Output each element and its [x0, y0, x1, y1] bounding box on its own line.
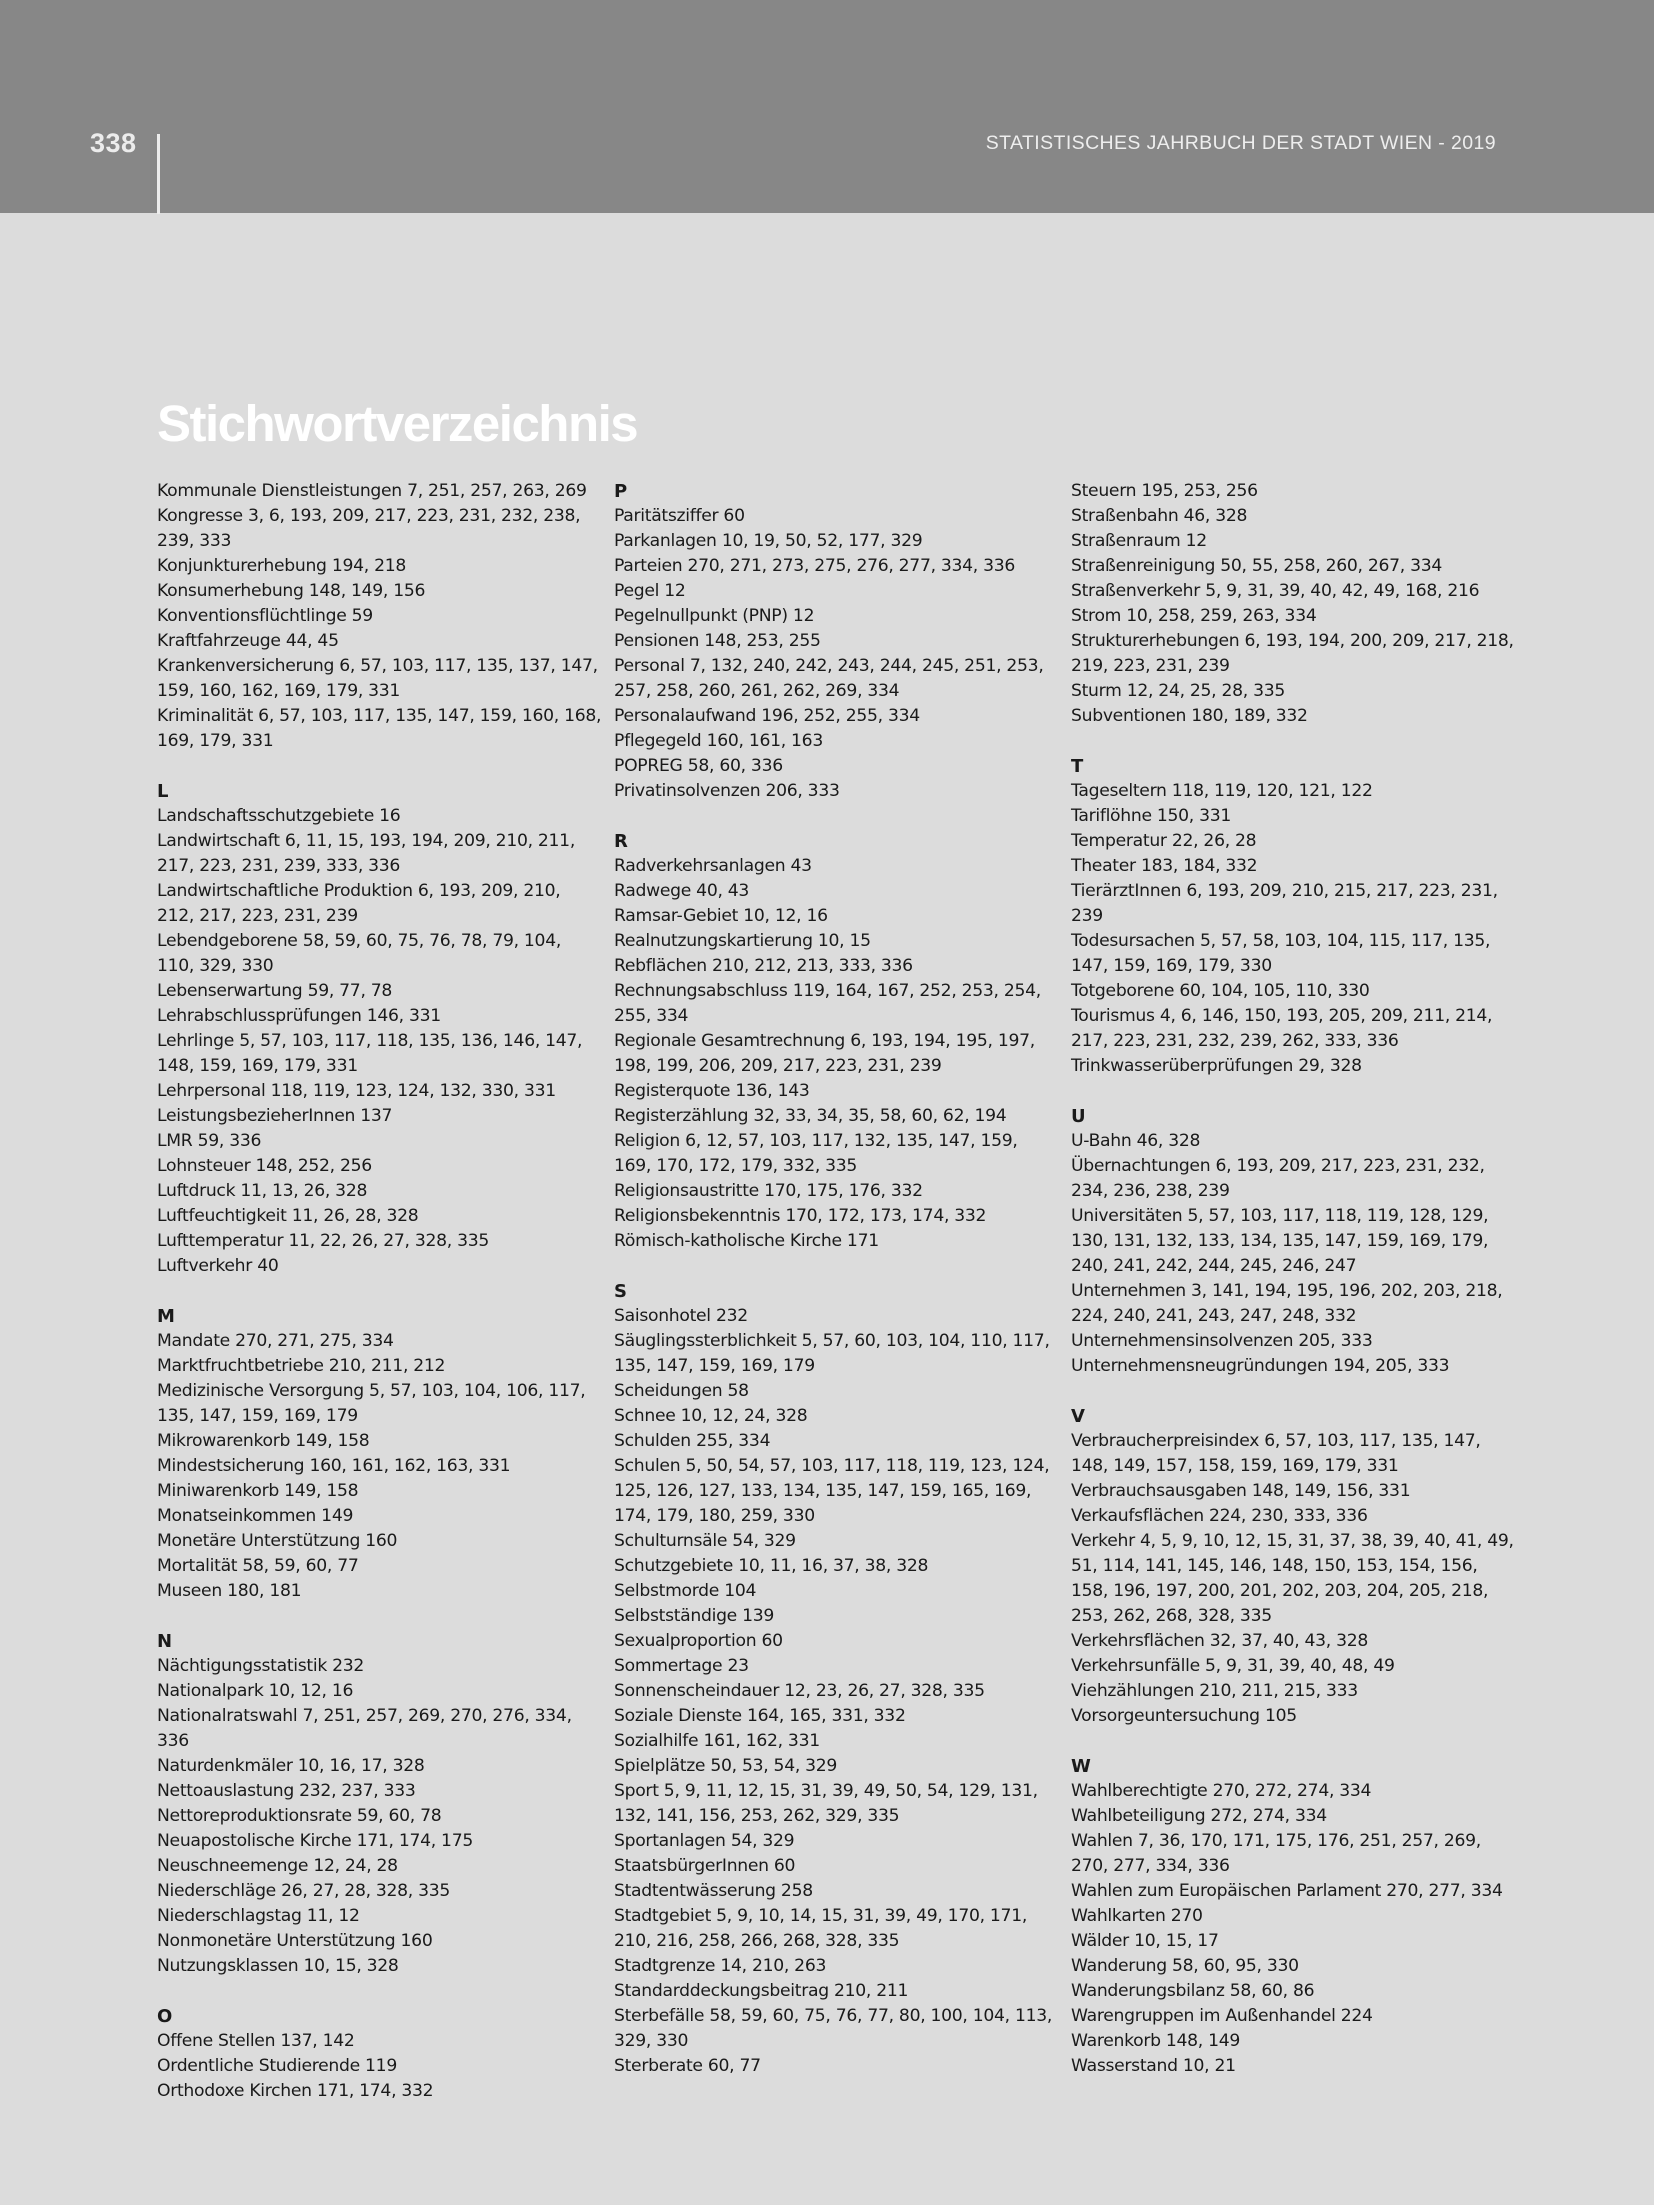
index-entry: Mortalität 58, 59, 60, 77: [157, 1556, 359, 1576]
letter-heading: P: [614, 481, 628, 502]
index-entry: Pensionen 148, 253, 255: [614, 631, 821, 651]
index-entry: Sommertage 23: [614, 1656, 749, 1676]
index-entry: Monatseinkommen 149: [157, 1506, 354, 1526]
index-entry: Sexualproportion 60: [614, 1631, 783, 1651]
section-spacer: [614, 1254, 1059, 1279]
index-entry: Nationalratswahl 7, 251, 257, 269, 270, 276, 334, 336: [157, 1706, 572, 1751]
index-entry: Todesursachen 5, 57, 58, 103, 104, 115, 117, 135, 147, 159, 169, 179, 330: [1071, 931, 1491, 976]
index-entry: Rechnungsabschluss 119, 164, 167, 252, 253, 254, 255, 334: [614, 981, 1041, 1026]
index-entry: Tageseltern 118, 119, 120, 121, 122: [1071, 781, 1373, 801]
index-entry: Miniwarenkorb 149, 158: [157, 1481, 359, 1501]
letter-heading: M: [157, 1306, 175, 1327]
index-entry: Wahlkarten 270: [1071, 1906, 1203, 1926]
index-entry: Radverkehrsanlagen 43: [614, 856, 812, 876]
index-entry: Steuern 195, 253, 256: [1071, 481, 1258, 501]
index-entry: Landwirtschaftliche Produktion 6, 193, 209, 210, 212, 217, 223, 231, 239: [157, 881, 561, 926]
index-entry: U-Bahn 46, 328: [1071, 1131, 1201, 1151]
index-entry: Wahlen zum Europäischen Parlament 270, 277, 334: [1071, 1881, 1503, 1901]
index-entry: Lehrabschlussprüfungen 146, 331: [157, 1006, 441, 1026]
letter-heading: U: [1071, 1106, 1086, 1127]
index-entry: Temperatur 22, 26, 28: [1071, 831, 1257, 851]
section-spacer: [157, 754, 602, 779]
index-entry: Neuapostolische Kirche 171, 174, 175: [157, 1831, 473, 1851]
index-entry: Trinkwasserüberprüfungen 29, 328: [1071, 1056, 1362, 1076]
index-entry: Mandate 270, 271, 275, 334: [157, 1331, 394, 1351]
index-entry: Privatinsolvenzen 206, 333: [614, 781, 840, 801]
index-entry: Subventionen 180, 189, 332: [1071, 706, 1308, 726]
index-entry: Religion 6, 12, 57, 103, 117, 132, 135, 147, 159, 169, 170, 172, 179, 332, 335: [614, 1131, 1018, 1176]
index-entry: Landschaftsschutzgebiete 16: [157, 806, 401, 826]
index-entry: Stadtentwässerung 258: [614, 1881, 813, 1901]
index-entry: Schulturnsäle 54, 329: [614, 1531, 796, 1551]
book-title: STATISTISCHES JAHRBUCH DER STADT WIEN - 2019: [985, 132, 1496, 154]
index-entry: Wahlen 7, 36, 170, 171, 175, 176, 251, 257, 269, 270, 277, 334, 336: [1071, 1831, 1481, 1876]
index-entry: Personalaufwand 196, 252, 255, 334: [614, 706, 920, 726]
page-number: 338: [90, 128, 137, 158]
index-entry: Verbraucherpreisindex 6, 57, 103, 117, 135, 147, 148, 149, 157, 158, 159, 169, 179, 331: [1071, 1431, 1481, 1476]
index-entry: Konsumerhebung 148, 149, 156: [157, 581, 426, 601]
section-spacer: [1071, 1729, 1516, 1754]
section-spacer: [1071, 1079, 1516, 1104]
index-entry: Naturdenkmäler 10, 16, 17, 328: [157, 1756, 425, 1776]
index-entry: Wälder 10, 15, 17: [1071, 1931, 1219, 1951]
index-entry: Sportanlagen 54, 329: [614, 1831, 795, 1851]
index-entry: Theater 183, 184, 332: [1071, 856, 1258, 876]
index-entry: Nationalpark 10, 12, 16: [157, 1681, 354, 1701]
letter-heading: L: [157, 781, 169, 802]
index-entry: Wanderungsbilanz 58, 60, 86: [1071, 1981, 1315, 2001]
index-entry: Mikrowarenkorb 149, 158: [157, 1431, 370, 1451]
index-entry: Ordentliche Studierende 119: [157, 2056, 397, 2076]
index-entry: Wahlberechtigte 270, 272, 274, 334: [1071, 1781, 1372, 1801]
index-entry: Lehrlinge 5, 57, 103, 117, 118, 135, 136, 146, 147, 148, 159, 169, 179, 331: [157, 1031, 583, 1076]
index-entry: Pegel 12: [614, 581, 686, 601]
index-entry: Monetäre Unterstützung 160: [157, 1531, 398, 1551]
index-entry: Luftverkehr 40: [157, 1256, 279, 1276]
index-entry: Wahlbeteiligung 272, 274, 334: [1071, 1806, 1327, 1826]
letter-heading: V: [1071, 1406, 1085, 1427]
index-entry: Personal 7, 132, 240, 242, 243, 244, 245, 251, 253, 257, 258, 260, 261, 262, 269, 334: [614, 656, 1044, 701]
index-entry: Registerzählung 32, 33, 34, 35, 58, 60, 62, 194: [614, 1106, 1007, 1126]
index-entry: Parteien 270, 271, 273, 275, 276, 277, 334, 336: [614, 556, 1016, 576]
page-header: [0, 0, 1654, 213]
index-entry: Straßenraum 12: [1071, 531, 1207, 551]
index-entry: Strukturerhebungen 6, 193, 194, 200, 209, 217, 218, 219, 223, 231, 239: [1071, 631, 1514, 676]
index-entry: Konjunkturerhebung 194, 218: [157, 556, 406, 576]
index-entry: Vorsorgeuntersuchung 105: [1071, 1706, 1297, 1726]
index-entry: Sterbefälle 58, 59, 60, 75, 76, 77, 80, 100, 104, 113, 329, 330: [614, 2006, 1053, 2051]
index-entry: Strom 10, 258, 259, 263, 334: [1071, 606, 1317, 626]
index-entry: TierärztInnen 6, 193, 209, 210, 215, 217, 223, 231, 239: [1071, 881, 1498, 926]
index-entry: Realnutzungskartierung 10, 15: [614, 931, 871, 951]
index-entry: Übernachtungen 6, 193, 209, 217, 223, 231, 232, 234, 236, 238, 239: [1071, 1156, 1485, 1201]
index-entry: Schulden 255, 334: [614, 1431, 771, 1451]
index-entry: Neuschneemenge 12, 24, 28: [157, 1856, 398, 1876]
index-entry: Sturm 12, 24, 25, 28, 335: [1071, 681, 1286, 701]
letter-heading: T: [1071, 756, 1084, 777]
index-entry: Mindestsicherung 160, 161, 162, 163, 331: [157, 1456, 511, 1476]
index-entry: Verkehr 4, 5, 9, 10, 12, 15, 31, 37, 38, 39, 40, 41, 49, 51, 114, 141, 145, 146, 148, 150, 153, 154, 156, 158, 196, 197, 200, 201, 202, 203, 204, 205, 218, 253, 262, 268, 328, 335: [1071, 1531, 1514, 1626]
index-entry: Tourismus 4, 6, 146, 150, 193, 205, 209, 211, 214, 217, 223, 231, 232, 239, 262, 333, 336: [1071, 1006, 1493, 1051]
index-entry: Stadtgebiet 5, 9, 10, 14, 15, 31, 39, 49, 170, 171, 210, 216, 258, 266, 268, 328, 335: [614, 1906, 1027, 1951]
index-entry: Spielplätze 50, 53, 54, 329: [614, 1756, 838, 1776]
index-entry: Radwege 40, 43: [614, 881, 750, 901]
index-entry: Kraftfahrzeuge 44, 45: [157, 631, 339, 651]
index-entry: Sport 5, 9, 11, 12, 15, 31, 39, 49, 50, 54, 129, 131, 132, 141, 156, 253, 262, 329, 335: [614, 1781, 1038, 1826]
index-entry: Unternehmen 3, 141, 194, 195, 196, 202, 203, 218, 224, 240, 241, 243, 247, 248, 332: [1071, 1281, 1503, 1326]
index-entry: LMR 59, 336: [157, 1131, 262, 1151]
page-title: Stichwortverzeichnis: [157, 395, 638, 452]
index-entry: Schutzgebiete 10, 11, 16, 37, 38, 328: [614, 1556, 929, 1576]
index-entry: Scheidungen 58: [614, 1381, 749, 1401]
index-entry: Schulen 5, 50, 54, 57, 103, 117, 118, 119, 123, 124, 125, 126, 127, 133, 134, 135, 147, 159, 165, 169, 174, 179, 180, 259, 330: [614, 1456, 1050, 1526]
letter-heading: R: [614, 831, 628, 852]
index-entry: Verkehrsunfälle 5, 9, 31, 39, 40, 48, 49: [1071, 1656, 1395, 1676]
index-entry: Parkanlagen 10, 19, 50, 52, 177, 329: [614, 531, 923, 551]
letter-heading: O: [157, 2006, 173, 2027]
letter-heading: W: [1071, 1756, 1091, 1777]
index-entry: Niederschläge 26, 27, 28, 328, 335: [157, 1881, 451, 1901]
section-spacer: [1071, 1379, 1516, 1404]
index-entry: Selbstmorde 104: [614, 1581, 757, 1601]
index-entry: Luftfeuchtigkeit 11, 26, 28, 328: [157, 1206, 419, 1226]
index-entry: Nonmonetäre Unterstützung 160: [157, 1931, 433, 1951]
index-entry: Schnee 10, 12, 24, 328: [614, 1406, 808, 1426]
index-entry: Museen 180, 181: [157, 1581, 302, 1601]
index-entry: Regionale Gesamtrechnung 6, 193, 194, 195, 197, 198, 199, 206, 209, 217, 223, 231, 239: [614, 1031, 1035, 1076]
index-entry: Lufttemperatur 11, 22, 26, 27, 328, 335: [157, 1231, 489, 1251]
index-entry: Standarddeckungsbeitrag 210, 211: [614, 1981, 909, 2001]
index-entry: Totgeborene 60, 104, 105, 110, 330: [1071, 981, 1370, 1001]
index-entry: Paritätsziffer 60: [614, 506, 745, 526]
index-entry: Straßenreinigung 50, 55, 258, 260, 267, 334: [1071, 556, 1443, 576]
index-entry: Pflegegeld 160, 161, 163: [614, 731, 823, 751]
index-entry: Kriminalität 6, 57, 103, 117, 135, 147, 159, 160, 168, 169, 179, 331: [157, 706, 602, 751]
index-entry: Nutzungsklassen 10, 15, 328: [157, 1956, 399, 1976]
index-entry: Marktfruchtbetriebe 210, 211, 212: [157, 1356, 446, 1376]
section-spacer: [157, 1604, 602, 1629]
index-entry: Lebenserwartung 59, 77, 78: [157, 981, 393, 1001]
index-entry: Krankenversicherung 6, 57, 103, 117, 135, 137, 147, 159, 160, 162, 169, 179, 331: [157, 656, 598, 701]
index-entry: Rebflächen 210, 212, 213, 333, 336: [614, 956, 913, 976]
index-entry: Saisonhotel 232: [614, 1306, 748, 1326]
index-entry: Kommunale Dienstleistungen 7, 251, 257, 263, 269: [157, 481, 587, 501]
index-entry: Nächtigungsstatistik 232: [157, 1656, 365, 1676]
index-entry: Warenkorb 148, 149: [1071, 2031, 1241, 2051]
index-entry: Viehzählungen 210, 211, 215, 333: [1071, 1681, 1358, 1701]
index-entry: Pegelnullpunkt (PNP) 12: [614, 606, 815, 626]
index-entry: POPREG 58, 60, 336: [614, 756, 783, 776]
letter-heading: N: [157, 1631, 173, 1652]
index-entry: Unternehmensinsolvenzen 205, 333: [1071, 1331, 1373, 1351]
index-entry: Tariflöhne 150, 331: [1071, 806, 1232, 826]
index-entry: Verkehrsflächen 32, 37, 40, 43, 328: [1071, 1631, 1369, 1651]
index-entry: Römisch-katholische Kirche 171: [614, 1231, 879, 1251]
section-spacer: [157, 1279, 602, 1304]
index-entry: Selbstständige 139: [614, 1606, 775, 1626]
index-entry: Straßenverkehr 5, 9, 31, 39, 40, 42, 49, 168, 216: [1071, 581, 1480, 601]
index-entry: Verkaufsflächen 224, 230, 333, 336: [1071, 1506, 1368, 1526]
header-divider: [157, 134, 160, 214]
index-entry: Offene Stellen 137, 142: [157, 2031, 355, 2051]
index-entry: Lehrpersonal 118, 119, 123, 124, 132, 330, 331: [157, 1081, 556, 1101]
index-entry: Landwirtschaft 6, 11, 15, 193, 194, 209, 210, 211, 217, 223, 231, 239, 333, 336: [157, 831, 575, 876]
index-entry: Universitäten 5, 57, 103, 117, 118, 119, 128, 129, 130, 131, 132, 133, 134, 135, 147, 159, 169, 179, 240, 241, 242, 244, 245, 246, 247: [1071, 1206, 1489, 1276]
index-entry: Medizinische Versorgung 5, 57, 103, 104, 106, 117, 135, 147, 159, 169, 179: [157, 1381, 586, 1426]
index-entry: StaatsbürgerInnen 60: [614, 1856, 796, 1876]
index-entry: Säuglingssterblichkeit 5, 57, 60, 103, 104, 110, 117, 135, 147, 159, 169, 179: [614, 1331, 1050, 1376]
index-entry: Niederschlagstag 11, 12: [157, 1906, 360, 1926]
index-entry: LeistungsbezieherInnen 137: [157, 1106, 393, 1126]
index-entry: Religionsbekenntnis 170, 172, 173, 174, 332: [614, 1206, 987, 1226]
index-column-3: [1071, 479, 1516, 2079]
index-entry: Soziale Dienste 164, 165, 331, 332: [614, 1706, 906, 1726]
index-entry: Nettoreproduktionsrate 59, 60, 78: [157, 1806, 442, 1826]
index-column-1: [157, 479, 602, 2104]
section-spacer: [614, 804, 1059, 829]
index-entry: Lohnsteuer 148, 252, 256: [157, 1156, 372, 1176]
index-entry: Wanderung 58, 60, 95, 330: [1071, 1956, 1299, 1976]
index-entry: Konventionsflüchtlinge 59: [157, 606, 373, 626]
section-spacer: [1071, 729, 1516, 754]
index-entry: Unternehmensneugründungen 194, 205, 333: [1071, 1356, 1450, 1376]
index-entry: Straßenbahn 46, 328: [1071, 506, 1248, 526]
index-entry: Warengruppen im Außenhandel 224: [1071, 2006, 1373, 2026]
index-entry: Wasserstand 10, 21: [1071, 2056, 1236, 2076]
index-entry: Stadtgrenze 14, 210, 263: [614, 1956, 827, 1976]
index-entry: Nettoauslastung 232, 237, 333: [157, 1781, 416, 1801]
letter-heading: S: [614, 1281, 627, 1302]
index-entry: Sonnenscheindauer 12, 23, 26, 27, 328, 335: [614, 1681, 985, 1701]
index-column-2: [614, 479, 1059, 2079]
index-entry: Sterberate 60, 77: [614, 2056, 761, 2076]
index-entry: Kongresse 3, 6, 193, 209, 217, 223, 231, 232, 238, 239, 333: [157, 506, 581, 551]
index-entry: Sozialhilfe 161, 162, 331: [614, 1731, 820, 1751]
index-entry: Ramsar-Gebiet 10, 12, 16: [614, 906, 828, 926]
index-entry: Religionsaustritte 170, 175, 176, 332: [614, 1181, 923, 1201]
index-entry: Verbrauchsausgaben 148, 149, 156, 331: [1071, 1481, 1411, 1501]
index-entry: Orthodoxe Kirchen 171, 174, 332: [157, 2081, 434, 2101]
index-entry: Registerquote 136, 143: [614, 1081, 810, 1101]
index-entry: Lebendgeborene 58, 59, 60, 75, 76, 78, 79, 104, 110, 329, 330: [157, 931, 561, 976]
section-spacer: [157, 1979, 602, 2004]
index-entry: Luftdruck 11, 13, 26, 328: [157, 1181, 368, 1201]
